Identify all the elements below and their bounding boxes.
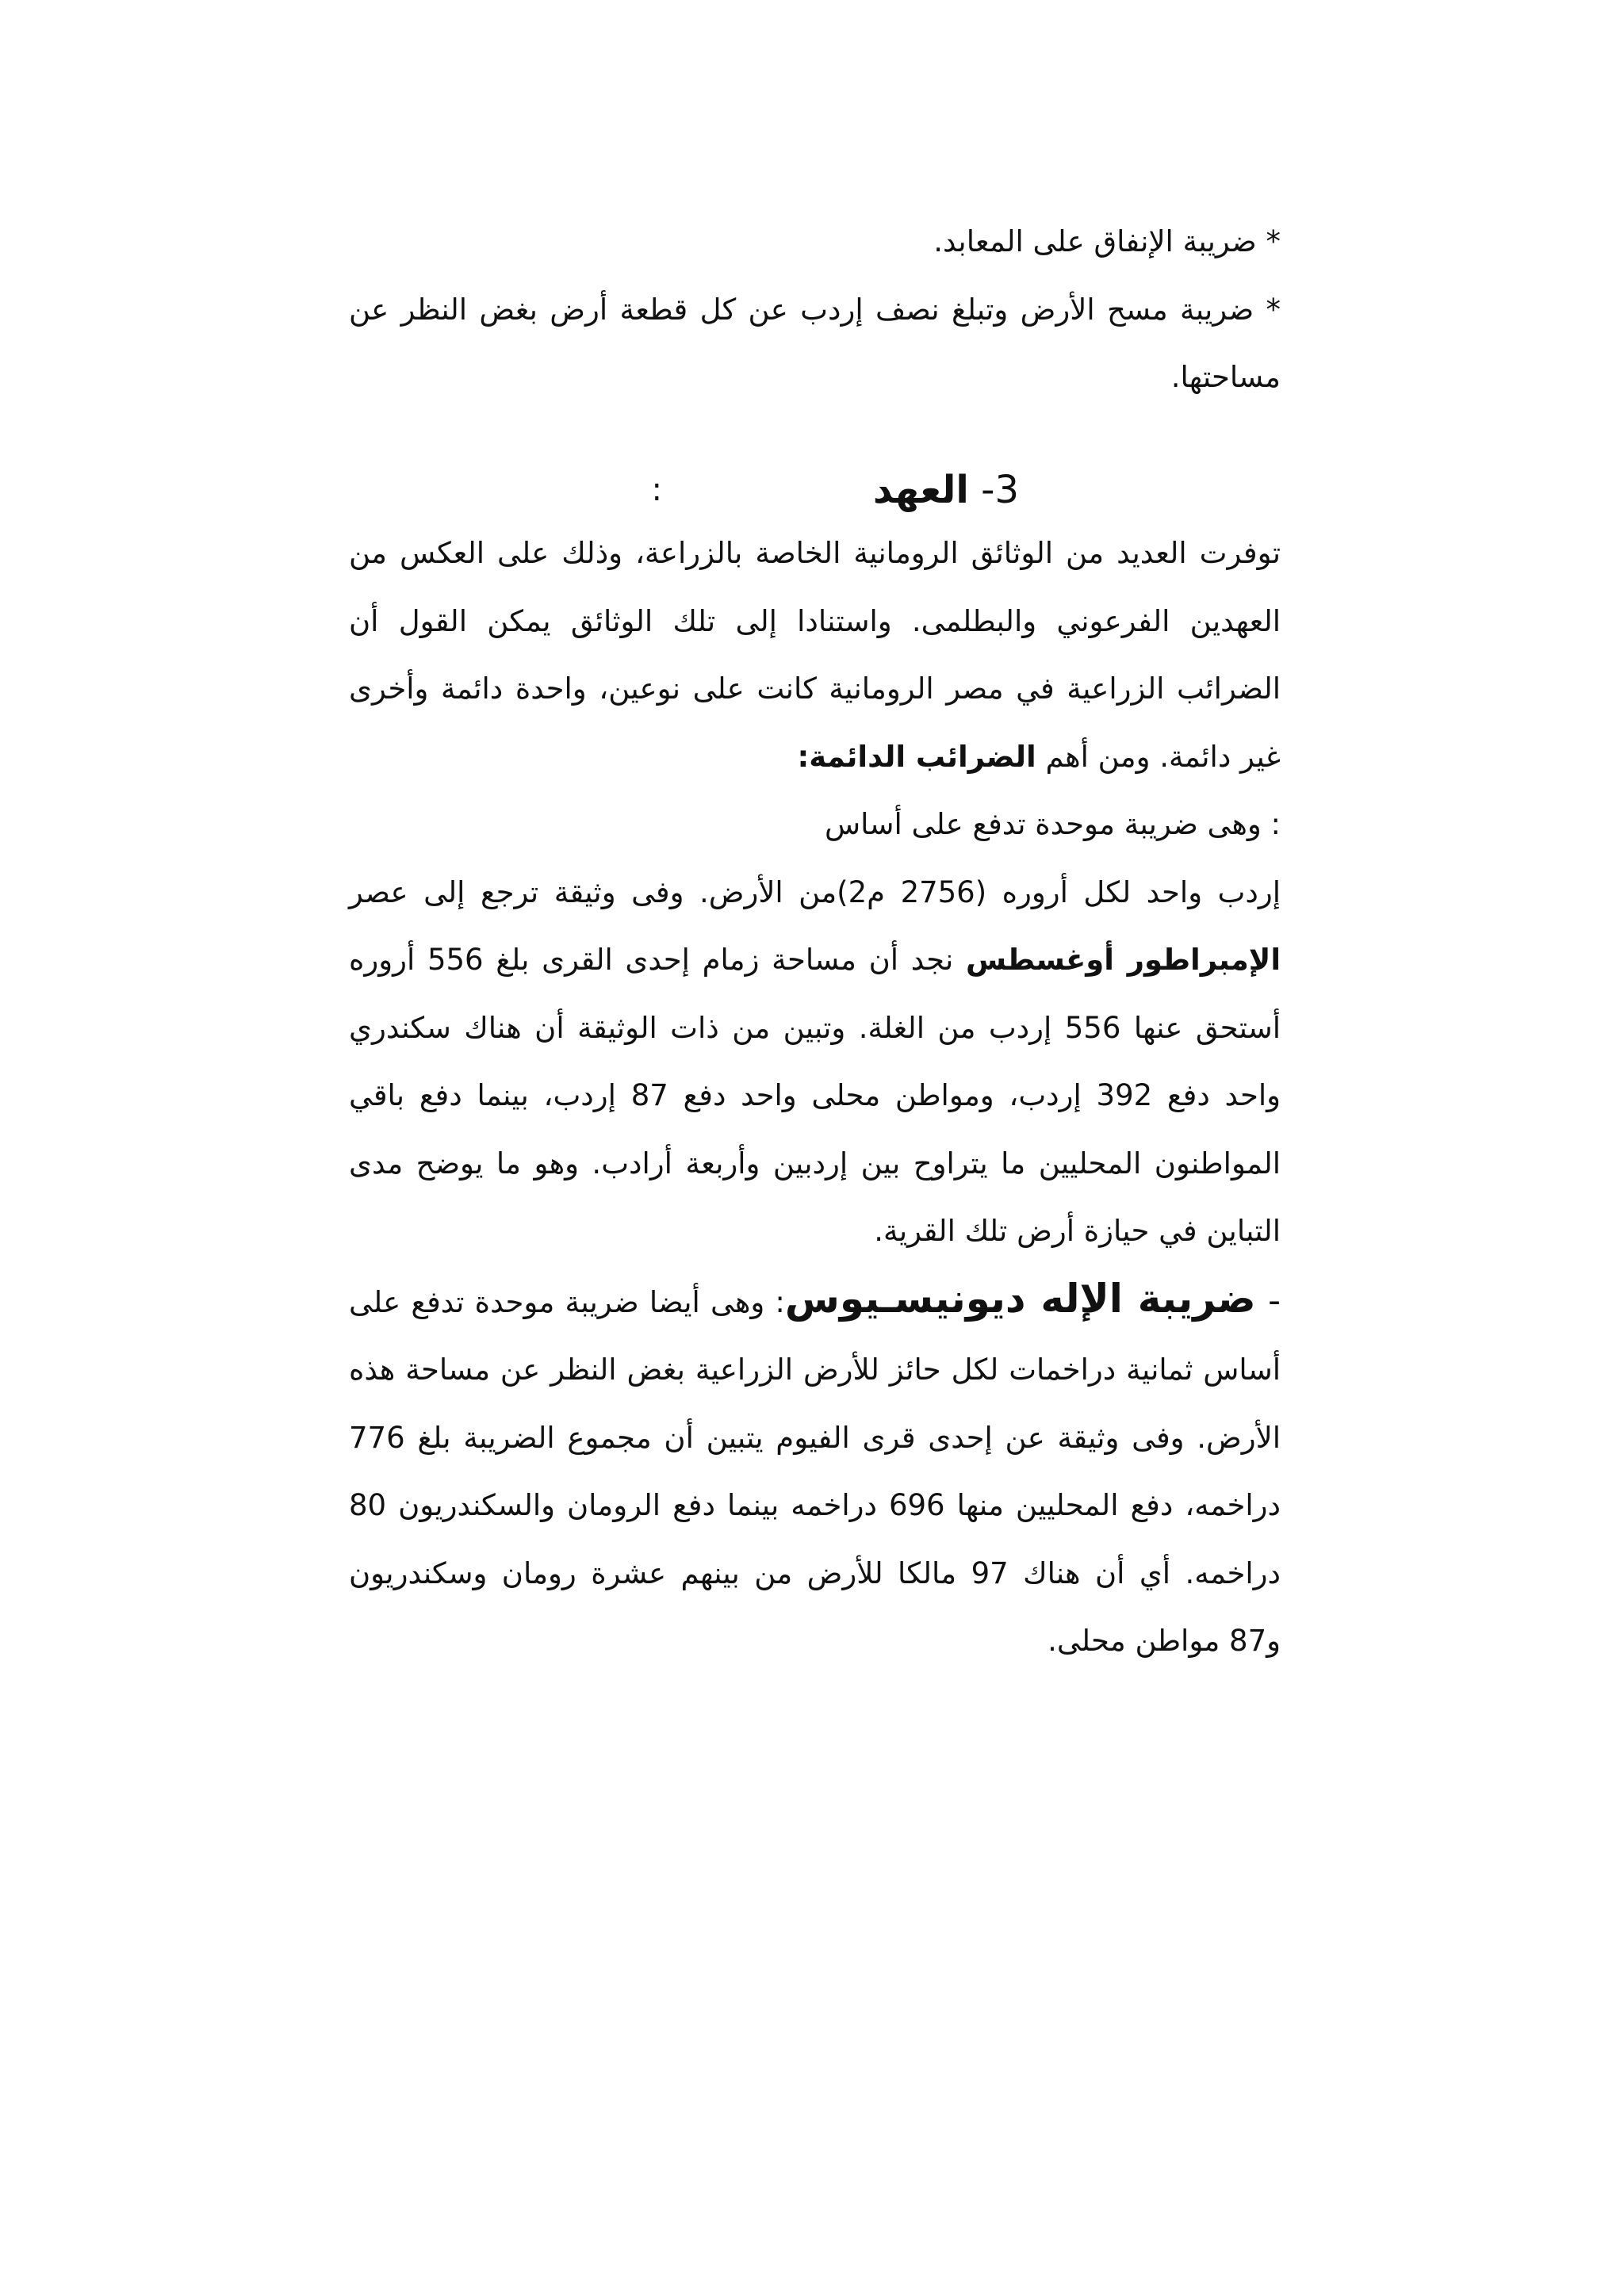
paragraph-dionysus-text: : وهى أيضا ضريبة موحدة تدفع على أساس ثمانية دراخمات لكل حائز للأرض الزراعية بغض النظر عن مساحة هذه الأرض. وفى وثيقة عن إحدى قرى الفيوم يتبين أن مجموع الضريبة بلغ 776 دراخمه، دفع المحليين منها 696 دراخمه بينما دفع الرومان والسكندريون 80 دراخمه. أي أن هناك 97 مالكا للأرض من بينهم عشرة رومان وسكندريون و87 مواطن محلى. [349, 1284, 1281, 1658]
list-item: * ضريبة الإنفاق على المعابد. [933, 224, 1281, 258]
paragraph-augustus-before: إردب واحد لكل أروره (2756 م2)من الأرض. وفى وثيقة ترجع إلى عصر [349, 874, 1281, 909]
paragraph-intro [349, 519, 1281, 790]
section-heading [873, 461, 1019, 519]
paragraph-intro-bold: الضرائب الدائمة: [797, 739, 1036, 774]
heading-number: 3- [968, 468, 1019, 512]
dionysus-tax-title: ضريبة الإله ديونيسـيوس [784, 1275, 1256, 1322]
paragraph-dionysus-dash: - [1255, 1280, 1281, 1321]
tax-list [349, 208, 1281, 411]
section-heading-row [349, 461, 1281, 525]
heading-title: العهد [872, 468, 969, 512]
paragraph-intro-text: توفرت العديد من الوثائق الرومانية الخاصة بالزراعة، وذلك على العكس من العهدين الفرعوني والبطلمى. واستنادا إلى تلك الوثائق يمكن القول أن الضرائب الزراعية في مصر الرومانية كانت على نوعين، واحدة دائمة وأخرى غير دائمة. ومن أهم [349, 536, 1281, 774]
list-item: * ضريبة مسح الأرض وتبلغ نصف إردب عن كل قطعة أرض بغض النظر عن مساحتها. [349, 292, 1281, 394]
emperor-name: الإمبراطور أوغسطس [965, 943, 1281, 977]
paragraph-augustus [349, 859, 1281, 1265]
paragraph-dionysus [349, 1265, 1281, 1675]
paragraph-tax-lead: : وهى ضريبة موحدة تدفع على أساس [825, 807, 1281, 841]
paragraph-augustus-after: نجد أن مساحة زمام إحدى القرى بلغ 556 أروره أستحق عنها 556 إردب من الغلة. وتبين من ذات الوثيقة أن هناك سكندري واحد دفع 392 إردب، ومواطن محلى واحد دفع 87 إردب، بينما دفع باقي المواطنون المحليين ما يتراوح بين إردبين وأربعة أرادب. وهو ما يوضح مدى التباين في حيازة أرض تلك القرية. [349, 943, 1281, 1248]
section-body [349, 519, 1281, 1675]
heading-colon: : [651, 472, 662, 508]
